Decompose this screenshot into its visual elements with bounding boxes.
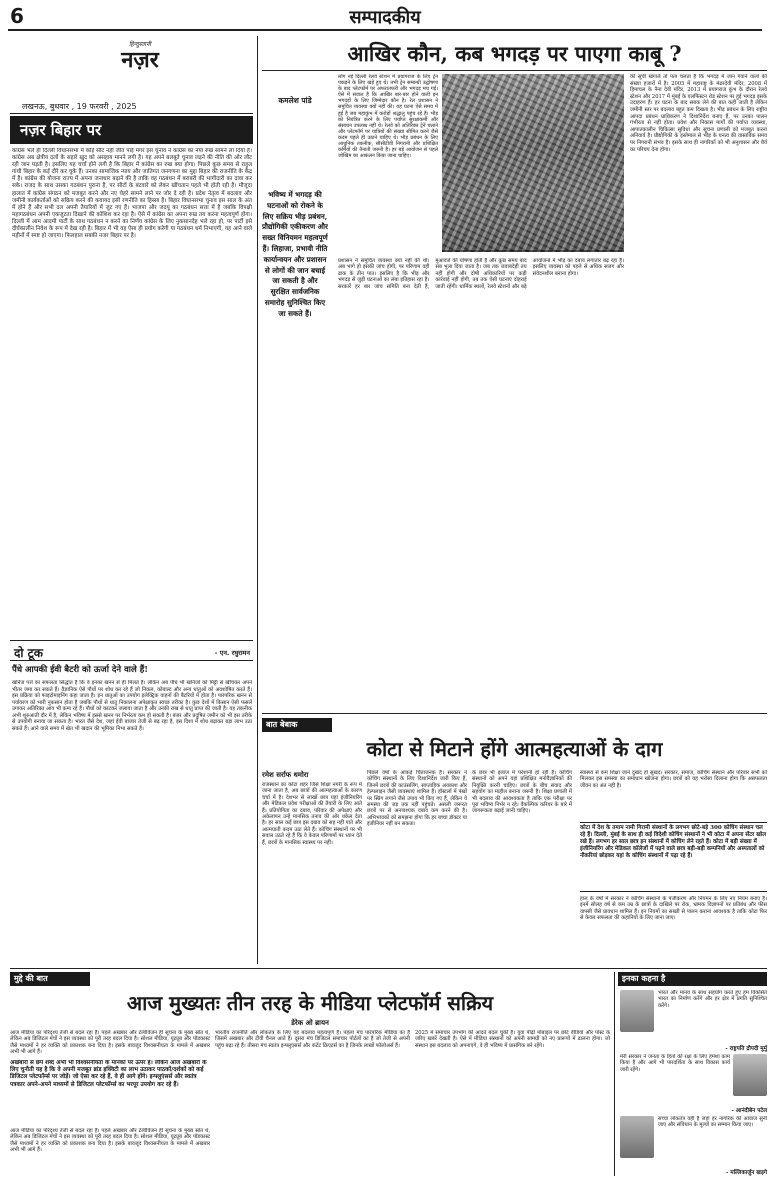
batbebak-highlight: कोटा में देश के तमाम नामी गिरामी संस्थानों के लगभग छोटे-बड़े 300 कोचिंग संस्थान चल रहे हैं। दिल्ली, मुंबई के साथ ही कई विदेशी कोचिंग संस्थानों ने भी कोटा में अपना सेंटर खोल रखे हैं। लगभग हर साल छात्र इन संस्थानों में कोचिंग लेने रहते हैं। कोटा में बड़ी संख्या में इंजीनियरिंग और मेडिकल कॉलेजों में पढ़ने वाले छात्र बड़ी-बड़ी कम्पनियों और अस्पतालों को नौकरियां छोड़कर यहां के कोचिंग संस्थानों में पढ़ा रहे हैं। [580, 822, 767, 892]
section-divider-2 [10, 968, 767, 969]
batbebak-body-a: राजस्थान का कोटा शहर जिसे शिक्षा नगरी के रूप में जाना जाता है, अब छात्रों की आत्महत्याओं के कारण चर्चा में है। देशभर से लाखों छात्र यहां इंजीनियरिंग और मेडिकल प्रवेश परीक्षाओं की तैयारी के लिए आते हैं। प्रतियोगिता का दबाव, परिवार की अपेक्षाएं और अकेलापन उन्हें मानसिक तनाव की ओर धकेल देता है। हर साल कई छात्र इस दबाव को सह नहीं पाते और आत्मघाती कदम उठा लेते हैं। कोचिंग संस्थानों पर भी सवाल उठते रहे हैं कि वे केवल परिणामों पर ध्यान देते हैं, छात्रों के मानसिक स्वास्थ्य पर नहीं। [262, 782, 362, 846]
section-divider-1 [262, 713, 767, 714]
stampede-photo [442, 74, 624, 252]
quote-3-author: - मल्लिकार्जुन खड़गे [725, 1170, 767, 1176]
lead-headline: आखिर कौन, कब भगदड़ पर पाएगा काबू ? [347, 41, 682, 66]
header-rule [8, 29, 762, 31]
editorial-body: कांग्रेस भले ही दिल्ली विधानसभा में कोई सीट नहीं जीत पाई मगर इस चुनाव ने कांग्रेस का नया रुख सामने ला दिया है। कांग्रेस अब क्षेत्रीय दलों के सहारे खुद को असहाय मानने लगी है। यह अपने बलबूते चुनाव लड़ने की नीति की ओर लौट रही जान पड़ती है। इसलिए यह चर्चा होने लगी है कि बिहार में कांग्रेस का रुख क्या होगा। पिछले कुछ समय से राहुल गांधी बिहार के कई दौरे कर चुके हैं। उनका सामाजिक न्याय और जातिगत जनगणना का मुद्दा बिहार की राजनीति के केंद्र में है। कांग्रेस की योजना राज्य में अपना जनाधार बढ़ाने की है ताकि वह गठबंधन में बराबरी की भागीदारी का दावा कर सके। राजद के साथ उसका गठबंधन पुराना है, पर सीटों के बंटवारे को लेकर खींचतान पहले भी होती रही है। मौजूदा हालात में कांग्रेस संगठन को मजबूत करने और नए चेहरे सामने लाने पर जोर दे रही है। प्रदेश नेतृत्व में बदलाव और जमीनी कार्यकर्ताओं को सक्रिय करने की कवायद इसी रणनीति का हिस्सा है। बिहार विधानसभा चुनाव इस साल के अंत में होने हैं और सभी दल अपनी तैयारियों में जुट गए हैं। भाजपा और जदयू का गठबंधन सत्ता में है जबकि विपक्षी महागठबंधन अपनी एकजुटता दिखाने की कोशिश कर रहा है। ऐसे में कांग्रेस का अपना रुख तय करना महत्वपूर्ण होगा। दिल्ली में आम आदमी पार्टी के साथ गठबंधन न करने का निर्णय कांग्रेस के लिए नुकसानदेह भले रहा हो, पर पार्टी इसे दीर्घकालीन निवेश के रूप में देख रही है। बिहार में भी वह ऐसा ही प्रयोग करेगी या गठबंधन धर्म निभाएगी, यह आने वाले महीनों में स्पष्ट हो जाएगा। फिलहाल सबकी नजर बिहार पर है। [12, 148, 252, 240]
editorial-title: नज़र बिहार पर [20, 121, 102, 139]
quote-2-author: - आनंदीबेन पटेल [731, 1108, 767, 1114]
dotook-subhead: पैंधे आपकी ईवी बैटरी को ऊर्जा देने वाले हैं! [12, 665, 148, 675]
page-header [0, 0, 770, 34]
dotook-body: खनिज पत्ते का सफलता सिद्धांत है कि वे इनका खनन से ही मिलते हैं। लेकिन अब पौधे भी खनिजों को मिट्टी से खींचकर अपने भीतर जमा कर सकते हैं। वैज्ञानिक ऐसे पौधों पर शोध कर रहे हैं जो निकल, कोबाल्ट और अन्य धातुओं को अवशोषित करते हैं। इस प्रक्रिया को फाइटोमाइनिंग कहा जाता है। इन धातुओं का उपयोग इलेक्ट्रिक वाहनों की बैटरियों में होता है। पारंपरिक खनन से पर्यावरण को भारी नुकसान होता है जबकि पौधों से धातु निकालना अपेक्षाकृत स्वच्छ तरीका है। कुछ देशों में किसान ऐसी फसलें उगाकर अतिरिक्त आय भी कमा रहे हैं। पौधों को काटकर जलाया जाता है और उनकी राख से धातु प्राप्त की जाती है। यह तकनीक अभी शुरुआती दौर में है, लेकिन भविष्य में इससे खनन पर निर्भरता कम हो सकती है। बंजर और प्रदूषित जमीन को भी इस तरीके से उपयोगी बनाया जा सकता है। भारत जैसे देश, जहां ईवी बाजार तेजी से बढ़ रहा है, इस दिशा में शोध बढ़ाकर बड़ा लाभ उठा सकते हैं। आने वाले समय में खेत भी खदान की भूमिका निभा सकते हैं। [12, 680, 252, 732]
batbebak-tag [262, 718, 332, 732]
masthead [60, 40, 220, 90]
batbebak-body-d: स्वास्थ्य से कम शिक्षा जाने दुखद हो सुखद। सरकार, समाज, कोचिंग संस्थान और परिवार सभी को मिलकर इस समस्या का समाधान खोजना होगा। छात्रों को यह भरोसा दिलाना होगा कि असफलता जीवन का अंत नहीं है। [580, 770, 767, 789]
mudde-body-a: आज मीडिया का परिदृश्य तेजी से बदल रहा है। पहले अखबार और टेलीविजन ही सूचना के मुख्य स्रोत थे, लेकिन अब डिजिटल मंचों ने इस व्यवस्था को पूरी तरह बदल दिया है। सोशल मीडिया, यूट्यूब और पॉडकास्ट जैसे माध्यमों ने हर व्यक्ति को प्रकाशक बना दिया है। इसके बावजूद विश्वसनीयता के मामले में अखबार अभी भी आगे हैं। [10, 1030, 210, 1056]
page-number: 6 [10, 4, 24, 28]
editorial-title-bar [10, 116, 253, 144]
dotook-top-rule [10, 640, 253, 641]
dateline: लखनऊ, बुधवार , 19 फरवरी , 2025 [22, 102, 137, 111]
quote-3: सच्चा लोकतंत्र वही है जहां हर नागरिक की आवाज सुनी जाए और संविधान के मूल्यों का सम्मान किया जाए। [658, 1116, 767, 1129]
batbebak-headline: कोटा से मिटाने होंगे आत्महत्याओं के दाग [366, 737, 663, 761]
lead-pullquote: भविष्य में भगदड़ की घटनाओं को रोकने के लिए सक्रिय भीड़ प्रबंधन, प्रौद्योगिकी एकीकरण और सख्त विनियमन महत्वपूर्ण हैं। लिहाजा, प्रभावी नीति कार्यान्वयन और प्रशासन से लोगों की जान बचाई जा सकती है और सुरक्षित सार्वजनिक समारोह सुनिश्चित किए जा सकते हैं। [262, 190, 328, 318]
batbebak-body-e: हाल के वर्षों में सरकार ने कोचिंग संस्थानों के पंजीकरण और नियमन के लिए नए नियम बनाए हैं। इनमें सोलह वर्ष से कम उम्र के छात्रों के दाखिले पर रोक, भ्रामक विज्ञापनों पर प्रतिबंध और फीस वापसी जैसे प्रावधान शामिल हैं। इन नियमों का सख्ती से पालन कराना आवश्यक है ताकि कोटा फिर से केवल सफलता की कहानियों के लिए जाना जाए। [580, 896, 767, 922]
quote-1-author: - राष्ट्रपति द्रौपदी मुर्मु [725, 1046, 767, 1052]
mudde-byline: डेरेक ओ ब्रायन [291, 1018, 329, 1027]
avatar-1 [620, 990, 654, 1032]
lead-body-c: की सूची खंगालें तो पता चलता है कि भगदड़ में जान गंवाने वालों की संख्या हजारों में है। 2005 में महाराष्ट्र के मंढरदेवी मंदिर, 2008 में हिमाचल के नैना देवी मंदिर, 2013 में प्रयागराज कुंभ के दौरान रेलवे स्टेशन और 2017 में मुंबई के एलफिंस्टन रोड स्टेशन पर हुई भगदड़ इसके उदाहरण हैं। हर घटना के बाद सबक लेने की बात कही जाती है लेकिन जमीनी स्तर पर बदलाव बहुत कम दिखता है। भीड़ प्रबंधन के लिए राष्ट्रीय आपदा प्रबंधन प्राधिकरण ने दिशानिर्देश बनाए हैं, पर उनका पालन गंभीरता से नहीं होता। प्रवेश और निकास मार्गों की पर्याप्त व्यवस्था, आपातकालीन चिकित्सा सुविधा और सूचना प्रणाली को मजबूत करना अनिवार्य है। प्रौद्योगिकी के इस्तेमाल से भीड़ के घनत्व की वास्तविक समय पर निगरानी संभव है। इसके साथ ही नागरिकों को भी अनुशासन और धैर्य का परिचय देना होगा। [630, 74, 767, 153]
avatar-2 [733, 1054, 767, 1096]
batbebak-tag-text: बात बेबाक [266, 720, 298, 729]
lead-body-a: लोग नई दिल्ली रेलवे स्टेशन में प्रयागराज के लिए ट्रेन पकड़ने के लिए खड़े हुए थे। तभी ट्रेन सम्बन्धी उद्घोषणा के बाद प्लेटफॉर्म पर अफरातफरी और भगदड़ मच गई। ऐसे में सवाल है कि आखिर बार-बार होने वाली इन भगदड़ों के लिए जिम्मेदार कौन है। रेल प्रशासन ने समुचित व्यवस्था क्यों नहीं की। यह घटना ऐसे समय में हुई है जब महाकुंभ में करोड़ों श्रद्धालु पहुंच रहे हैं। भीड़ को नियंत्रित करने के लिए पर्याप्त सुरक्षाकर्मी और संसाधन उपलब्ध नहीं थे। रेलवे को अतिरिक्त ट्रेनें चलाने और प्लेटफॉर्म पर यात्रियों की संख्या सीमित करने जैसे कदम पहले ही उठाने चाहिए थे। भीड़ प्रबंधन के लिए आधुनिक तकनीक, सीसीटीवी निगरानी और प्रशिक्षित कर्मियों की तैनाती जरूरी है। हर बड़े आयोजन से पहले जोखिम का आकलन किया जाना चाहिए। [338, 74, 438, 160]
mudde-body-a2: आज मीडिया का परिदृश्य तेजी से बदल रहा है। पहले अखबार और टेलीविजन ही सूचना के मुख्य स्रोत थे, लेकिन अब डिजिटल मंचों ने इस व्यवस्था को पूरी तरह बदल दिया है। सोशल मीडिया, यूट्यूब और पॉडकास्ट जैसे माध्यमों ने हर व्यक्ति को प्रकाशक बना दिया है। इसके बावजूद विश्वसनीयता के मामले में अखबार अभी भी आगे हैं। [10, 1128, 210, 1154]
lead-byline: कमलेश पांडे [278, 96, 312, 105]
batbebak-body-c: के छात्र भी इलाज में परेशानी हो रही हैं। कोचिंग संस्थानों को अपने यहां प्रशिक्षित मनोवैज्ञानिकों की नियुक्ति करनी चाहिए। छात्रों के बीच संवाद और सहयोग का माहौल बनाना जरूरी है। शिक्षा प्रणाली में भी बदलाव की आवश्यकता है ताकि एक परीक्षा पर पूरा भविष्य निर्भर न रहे। वैकल्पिक करियर के बारे में जागरूकता बढ़ाई जानी चाहिए। [472, 770, 572, 815]
paper-name: नज़र [121, 47, 159, 73]
section-title: सम्पादकीय [349, 7, 421, 28]
lead-rule [262, 70, 767, 71]
dotook-rule [10, 660, 253, 661]
mudde-headline: आज मुख्यतः तीन तरह के मीडिया प्लेटफॉर्म सक्रिय [126, 991, 494, 1015]
dotook-title: दो टूक [14, 646, 43, 660]
paper-small: हिन्दुस्तानी [129, 41, 151, 48]
quotes-tag [618, 972, 767, 986]
quote-2: मेरी सरकार ने जनता के हितों की रक्षा के लिए हमेशा काम किया है और आगे भी पारदर्शिता के साथ विकास कार्य जारी रहेंगे। [620, 1054, 730, 1073]
mudde-tag [10, 972, 90, 986]
batbebak-body-b: पिछले वर्षों के आंकड़े चिंताजनक हैं। सरकार ने कोचिंग संस्थानों के लिए दिशानिर्देश जारी किए हैं, जिनमें छात्रों की काउंसलिंग, साप्ताहिक अवकाश और हेल्पलाइन जैसी व्यवस्थाएं शामिल हैं। हॉस्टलों में पंखों पर स्प्रिंग लगाने जैसे उपाय भी किए गए हैं, लेकिन ये समस्या की जड़ तक नहीं पहुंचते। असली जरूरत छात्रों पर से अनावश्यक दबाव कम करने की है। अभिभावकों को समझना होगा कि हर बच्चा डॉक्टर या इंजीनियर नहीं बन सकता। [367, 770, 467, 828]
masthead-rule [10, 113, 253, 114]
lead-body-b: प्रशासन ने समुचित व्यवस्था क्यों नहीं की थी। अब भागे हो इसकी जांच होगी, पर परिणाम वही ढाक के तीन पात। इसलिए है कि भीड़ और भगदड़ से जुड़ी घटनाओं का लंबा इतिहास रहा है। सरकारें हर बार जांच समिति बना देती हैं, मुआवजे की घोषणा होती है और कुछ समय बाद सब भुला दिया जाता है। जब तक जवाबदेही तय नहीं होगी और दोषी अधिकारियों पर कड़ी कार्रवाई नहीं होगी, तब तक ऐसी घटनाएं दोहराई जाती रहेंगी। धार्मिक स्थलों, रेलवे स्टेशनों और बड़े आयोजनों में भीड़ का दबाव लगातार बढ़ रहा है। इसलिए व्यवस्था को पहले से अधिक सजग और संवेदनशील बनाना होगा। [338, 258, 624, 290]
mudde-body-c: 2025 में समाचार उपभोग की आदतें बदल चुकी हैं। युवा पीढ़ी मोबाइल पर छोटे वीडियो और पोस्ट के जरिए खबरें देखती है। ऐसे में मीडिया संस्थानों को अपनी सामग्री को नए प्रारूपों में ढालना होगा। जो संस्थान इस बदलाव को अपनाएंगे, वे ही भविष्य में प्रासंगिक बने रहेंगे। [415, 1030, 610, 1049]
mudde-body-b: भारतीय राजनीति और लोकतंत्र के लिए यह बदलाव महत्वपूर्ण है। पहला मंच पारंपरिक मीडिया का है जिसमें अखबार और टीवी चैनल आते हैं। दूसरा मंच डिजिटल समाचार पोर्टलों का है जो तेजी से अपनी पहुंच बढ़ा रहे हैं। तीसरा मंच स्वतंत्र इन्फ्लुएंसर्स और कंटेंट क्रिएटर्स का है जिनके लाखों फॉलोअर्स हैं। [215, 1030, 410, 1049]
mudde-lead-bold: अखबारों से छपे शब्द अभी भी विश्वसनीयता के मानकों पर ऊपर हैं। लेकिन आज अखबारों के लिए चुनौती यह है कि वे अपनी मजबूत ब्रांड इक्विटी का लाभ उठाकर पाठकों/दर्शकों को कई डिजिटल प्लेटफॉर्म्स पर जोड़ें। जो ऐसा कर रहे हैं, वे ही आगे होंगे। इन्फ्लुएंसर्स और स्वतंत्र पत्रकार अपने-अपने माध्यमों से डिजिटल प्लेटफॉर्म्स का भरपूर उपयोग कर रहे हैं। [10, 1060, 207, 1088]
quotes-tag-text: इनका कहना है [622, 974, 666, 983]
column-rule-left [257, 36, 258, 964]
avatar-3 [620, 1116, 654, 1158]
mudde-tag-text: मुद्दे की बात [14, 974, 48, 983]
column-rule-quotes [614, 972, 615, 1176]
dotook-author: - एन. रघुरामन [214, 649, 250, 657]
photo-caption [442, 250, 624, 252]
quote-1: भारत और मानव के साथ सहयोग करते हुए हम विकसित भारत का निर्माण करेंगे और हर क्षेत्र में प्रगति सुनिश्चित करेंगे। [658, 990, 767, 1009]
batbebak-byline: रमेश सर्राफ धमोरा [262, 770, 309, 779]
